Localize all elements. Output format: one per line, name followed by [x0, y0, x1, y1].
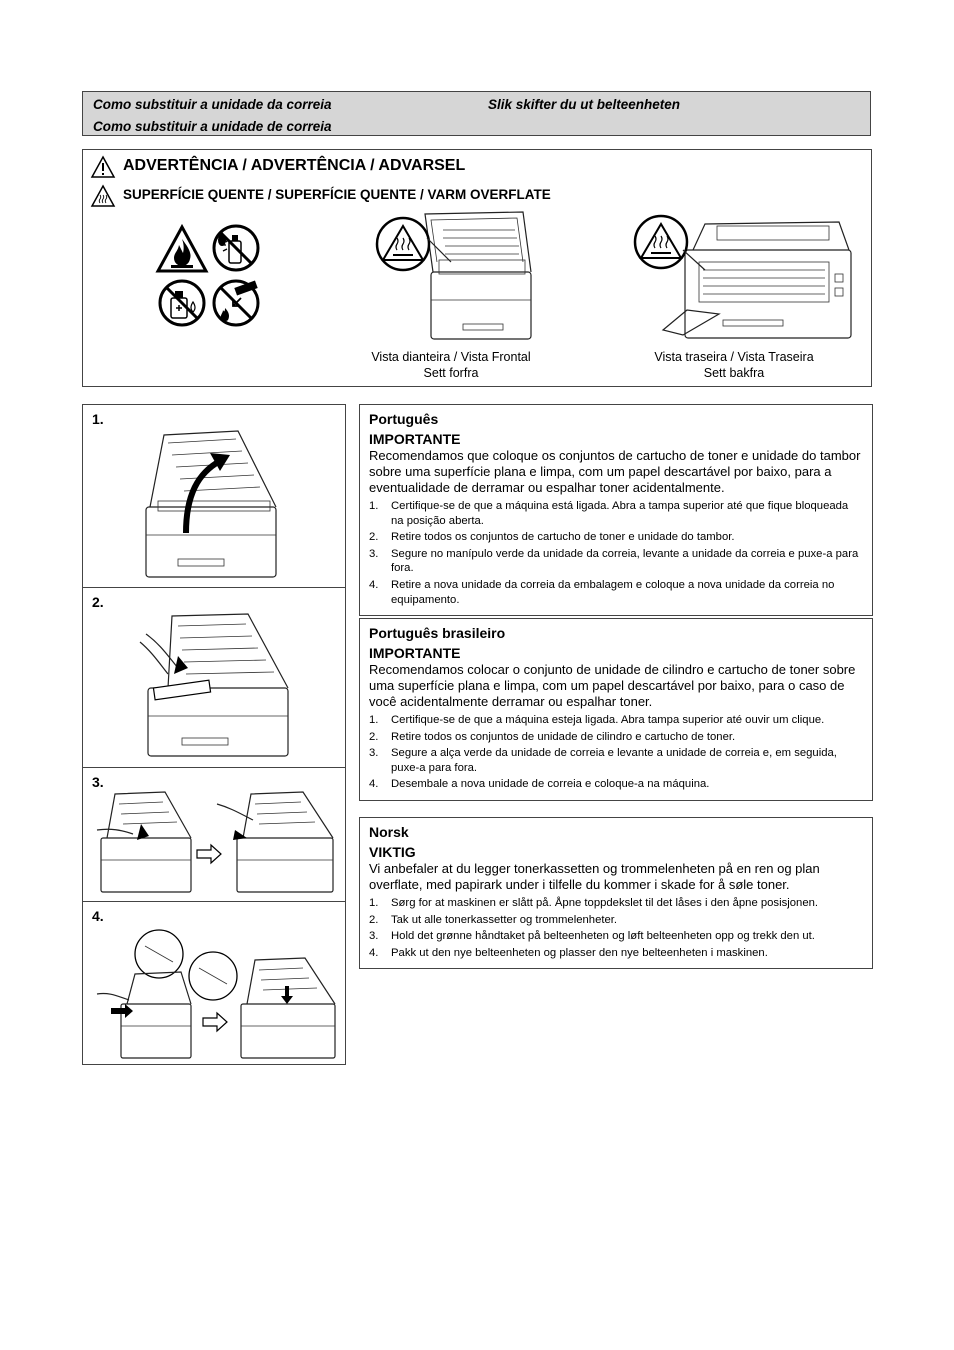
warning-subtitle: SUPERFÍCIE QUENTE / SUPERFÍCIE QUENTE / VARM OVERFLATE	[123, 187, 551, 202]
front-view-printer-illustration	[363, 210, 563, 345]
instruction-list	[369, 713, 863, 792]
section-language: Português brasileiro	[369, 625, 506, 641]
remove-toner-illustration	[138, 612, 298, 762]
list-item: 4. Pakk ut den nye belteenheten og plasser den nye belteenheten i maskinen.	[369, 946, 768, 959]
step-number: 1.	[92, 411, 104, 427]
list-item: 4. Desembale a nova unidade de correia e coloque-a na máquina.	[369, 778, 710, 791]
instruction-list	[369, 896, 863, 960]
open-top-cover-illustration	[138, 425, 298, 581]
lift-belt-unit-illustration	[97, 790, 337, 898]
list-item: 1. Certifique-se de que a máquina esteja ligada. Abra tampa superior até ouvir um clique.	[369, 714, 825, 726]
list-item: 4. Retire a nova unidade da correia da embalagem e coloque a nova unidade da correia no equipamento.	[369, 578, 835, 606]
section-portugues	[359, 404, 873, 616]
step-1	[83, 405, 345, 588]
header-title-no: Slik skifter du ut belteenheten	[488, 97, 681, 112]
no-liquid-cleaner-icon	[157, 278, 207, 328]
list-item: 3. Hold det grønne håndtaket på belteenheten og løft belteenheten opp og trekk den ut.	[369, 930, 815, 943]
intro-text: Recomendamos colocar o conjunto de unidade de cilindro e cartucho de toner sobre uma superfície plana e limpa, com um papel descartável por baixo, para o caso de você acidentalmente derramar ou espalhar toner.	[369, 662, 856, 709]
important-heading: IMPORTANTE	[369, 431, 461, 447]
no-fire-toner-icon	[211, 278, 261, 328]
section-portugues-brasileiro	[359, 618, 873, 801]
section-language: Português	[369, 411, 439, 427]
list-item: 1. Certifique-se de que a máquina está ligada. Abra a tampa superior até que fique bloqueada na posição aberta.	[369, 500, 849, 527]
step-4	[83, 902, 345, 1066]
important-heading: IMPORTANTE	[369, 645, 461, 661]
list-item: 1. Sørg for at maskinen er slått på. Åpne toppdekslet til det låses i den åpne posisjonen.	[369, 897, 819, 909]
front-view-caption-1: Vista dianteira / Vista Frontal	[371, 350, 531, 364]
section-language: Norsk	[369, 824, 409, 840]
list-item: 2. Tak ut alle tonerkassetter og trommelenheter.	[369, 913, 618, 926]
header-title-br: Como substituir a unidade de correia	[93, 119, 332, 134]
step-number: 3.	[92, 774, 104, 790]
list-item: 2. Retire todos os conjuntos de cartucho de toner e unidade do tambor.	[369, 531, 735, 544]
steps-panel	[82, 404, 346, 1065]
warning-box	[82, 149, 872, 387]
rear-view-printer-illustration	[623, 210, 863, 345]
warning-title: ADVERTÊNCIA / ADVERTÊNCIA / ADVARSEL	[123, 157, 466, 174]
flammable-warning-icon	[156, 225, 208, 273]
rear-view-caption-2: Sett bakfra	[703, 366, 765, 380]
front-view-caption-2: Sett forfra	[423, 366, 479, 380]
intro-text: Recomendamos que coloque os conjuntos de cartucho de toner e unidade do tambor sobre uma superfície plana e limpa, com um papel descartável por baixo, para a eventualidade de derramar ou espalhar toner acidentalmente.	[369, 448, 861, 495]
section-norsk	[359, 817, 873, 969]
hot-surface-warning-icon	[91, 185, 115, 207]
step-number: 2.	[92, 594, 104, 610]
step-2	[83, 588, 345, 768]
list-item: 3. Segure no manípulo verde da unidade da correia, levante a unidade da correia e puxe-a para fora.	[369, 547, 859, 575]
warning-triangle-icon	[91, 156, 115, 178]
no-spray-icon	[211, 223, 261, 273]
instruction-list	[369, 499, 863, 607]
header-title-pt: Como substituir a unidade da correia	[93, 97, 332, 112]
install-new-belt-illustration	[95, 926, 339, 1062]
step-3	[83, 768, 345, 902]
intro-text: Vi anbefaler at du legger tonerkassetten og trommelenheten på en ren og plan overflate, med papirark under i tilfelle du kommer i skade for å søle toner.	[369, 861, 820, 892]
list-item: 3. Segure a alça verde da unidade de correia e levante a unidade de correia e, em seguida, puxe-a para fora.	[369, 747, 837, 774]
list-item: 2. Retire todos os conjuntos de unidade de cilindro e cartucho de toner.	[369, 730, 736, 743]
header-bar	[82, 91, 871, 136]
important-heading: VIKTIG	[369, 844, 416, 860]
rear-view-caption-1: Vista traseira / Vista Traseira	[654, 350, 814, 364]
step-number: 4.	[92, 908, 104, 924]
